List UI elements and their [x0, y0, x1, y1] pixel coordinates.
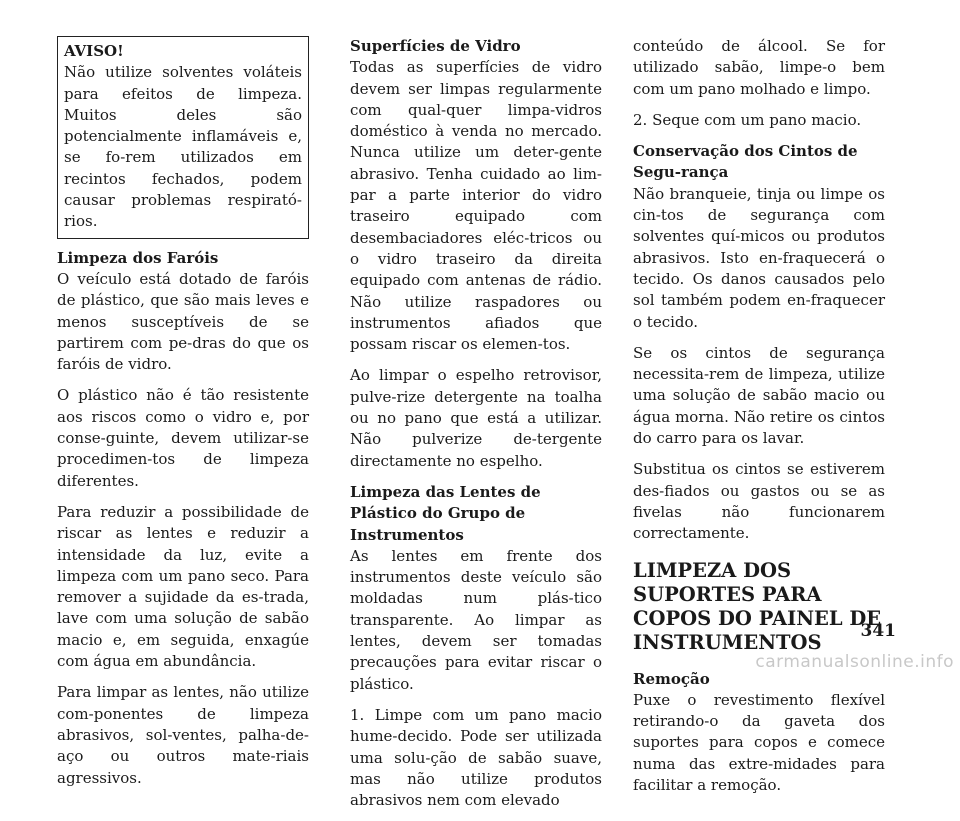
- glass-paragraph-1: Todas as superfícies de vidro devem ser limpas regularmente com qual-quer limpa-vidros doméstico à venda no mercado. Nunca utilize um deter-gente abrasivo. Tenha cuidado ao lim-par a parte interior do vidro traseiro equipado com desembaciadores eléc-tricos ou o vidro traseiro da direita equipado com antenas de rádio. Não utilize raspadores ou instrumentos afiados que possam riscar os elemen-tos.: [350, 58, 602, 354]
- headlamps-paragraph-4: Para limpar as lentes, não utilize com-ponentes de limpeza abrasivos, sol-ventes, palha-de-aço ou outros mate-riais agressivos.: [57, 683, 309, 787]
- cluster-step-2: 2. Seque com um pano macio.: [633, 110, 862, 129]
- headlamps-paragraph-1: O veículo está dotado de faróis de plástico, que são mais leves e menos susceptíveis de se partirem com pe-dras do que os faróis de vidro.: [57, 269, 309, 374]
- page-number: 341: [860, 621, 896, 641]
- watermark-text: carmanualsonline.info: [755, 652, 954, 672]
- seatbelts-paragraph-3: Substitua os cintos se estiverem des-fiados ou gastos ou se as fivelas não funcionarem correctamente.: [633, 460, 885, 543]
- cluster-step-1: 1. Limpe com um pano macio hume-decido. Pode ser utilizada uma solu-ção de sabão suave, mas não utilize produtos abrasivos nem com elevado: [350, 705, 602, 810]
- column-middle: [350, 36, 602, 821]
- cluster-lens-paragraph: As lentes em frente dos instrumentos deste veículo são moldadas num plás-tico transparente. Ao limpar as lentes, devem ser tomadas precauções para evitar riscar o plástico.: [350, 546, 602, 693]
- headlamps-paragraph-2: O plástico não é tão resistente aos riscos como o vidro e, por conse-guinte, devem utilizar-se procedimen-tos de limpeza diferentes.: [57, 386, 309, 490]
- cluster-lens-heading: Limpeza das Lentes de Plástico do Grupo de Instrumentos: [350, 482, 541, 544]
- column-right: [633, 36, 885, 806]
- column-left: [57, 36, 309, 799]
- warning-box: [57, 36, 309, 239]
- glass-paragraph-2: Ao limpar o espelho retrovisor, pulve-rize detergente na toalha ou no pano que está a utilizar. Não pulverize de-tergente directamente no espelho.: [350, 366, 602, 470]
- warning-text: Não utilize solventes voláteis para efeitos de limpeza. Muitos deles são potencialmente inflamáveis e, se fo-rem utilizados em recintos fechados, podem causar problemas respirató-rios.: [64, 63, 302, 231]
- removal-paragraph: Puxe o revestimento flexível retirando-o da gaveta dos suportes para copos e comece numa das extre-midades para facilitar a remoção.: [633, 690, 885, 795]
- headlamps-heading: Limpeza dos Faróis: [57, 248, 219, 267]
- warning-title: AVISO!: [64, 42, 124, 60]
- cluster-step-1-continued: conteúdo de álcool. Se for utilizado sabão, limpe-o bem com um pano molhado e limpo.: [633, 37, 885, 98]
- seatbelts-paragraph-1: Não branqueie, tinja ou limpe os cin-tos de segurança com solventes quí-micos ou produtos abrasivos. Isto en-fraquecerá o tecido. Os danos causados pelo sol também podem en-fraquecer o tecido.: [633, 184, 885, 331]
- seatbelts-paragraph-2: Se os cintos de segurança necessita-rem de limpeza, utilize uma solução de sabão macio ou água morna. Não retire os cintos do carro para os lavar.: [633, 343, 885, 448]
- seatbelts-heading: Conservação dos Cintos de Segu-rança: [633, 142, 858, 182]
- headlamps-paragraph-3: Para reduzir a possibilidade de riscar as lentes e reduzir a intensidade da luz, evite a limpeza com um pano seco. Para remover a sujidade da es-trada, lave com uma solução de sabão macio e, em seguida, enxagúe com água em abundância.: [57, 502, 309, 671]
- removal-heading: Remoção: [633, 669, 710, 688]
- cupholder-section-title: LIMPEZA DOS SUPORTES PARA COPOS DO PAINEL DE INSTRUMENTOS: [633, 558, 882, 654]
- glass-heading: Superfícies de Vidro: [350, 37, 521, 55]
